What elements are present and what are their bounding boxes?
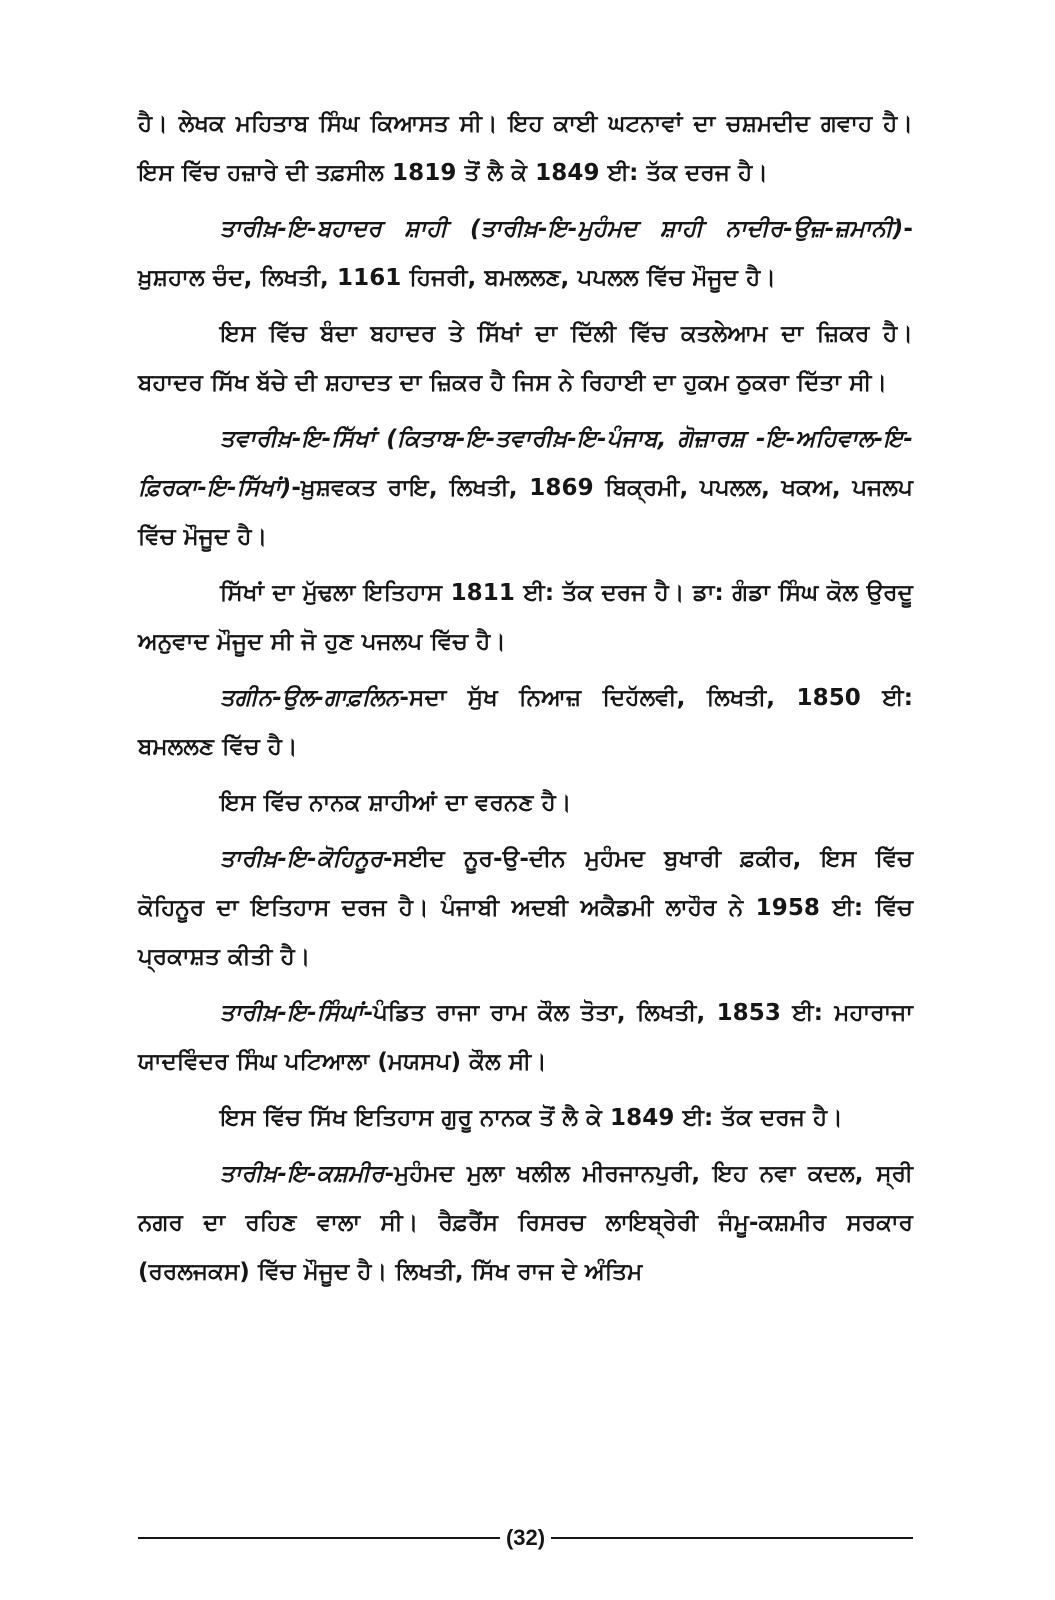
paragraph-8-text: -ਸਈਦ ਨੂਰ-ਉ-ਦੀਨ ਮੁਹੰਮਦ ਬੁਖਾਰੀ ਫ਼ਕੀਰ, ਇਸ ਵਿੱਚ ਕੋਹਿਨੂਰ ਦਾ ਇਤਿਹਾਸ ਦਰਜ ਹੈ। ਪੰਜਾਬੀ ਅਦਬੀ ਅਕੈਡਮੀ ਲਾਹੌਰ ਨੇ 1958 ਈ: ਵਿੱਚ ਪ੍ਰਕਾਸ਼ਤ ਕੀਤੀ ਹੈ। [138,846,913,970]
paragraph-1 [138,100,913,198]
paragraph-4-title: ਤਵਾਰੀਖ਼-ਇ-ਸਿੱਖਾਂ (ਕਿਤਾਬ-ਇ-ਤਵਾਰੀਖ਼-ਇ-ਪੰਜਾਬ, ਗੋਜ਼ਾਰਸ਼ -ਇ-ਅਹਿਵਾਲ-ਇ-ਫ਼ਿਰਕਾ-ਇ-ਸਿੱਖਾਂ) [138,426,913,501]
body-text [138,100,913,1297]
paragraph-9-text: -ਪੰਡਿਤ ਰਾਜਾ ਰਾਮ ਕੌਲ ਤੋਤਾ, ਲਿਖਤੀ, 1853 ਈ: ਮਹਾਰਾਜਾ ਯਾਦਵਿੰਦਰ ਸਿੰਘ ਪਟਿਆਲਾ (ਮਯਸਪ) ਕੌਲ ਸੀ। [138,1000,913,1075]
paragraph-2-title: ਤਾਰੀਖ਼-ਇ-ਬਹਾਦਰ ਸ਼ਾਹੀ (ਤਾਰੀਖ਼-ਇ-ਮੁਹੰਮਦ ਸ਼ਾਹੀ ਨਾਦੀਰ-ਉਜ਼-ਜ਼ਮਾਨੀ) [220,216,904,242]
paragraph-6-text: -ਸਦਾ ਸੁੱਖ ਨਿਆਜ਼ ਦਿਹੱਲਵੀ, ਲਿਖਤੀ, 1850 ਈ: ਬਮਲਲਣ ਵਿੱਚ ਹੈ। [138,685,913,760]
paragraph-11 [138,1150,913,1297]
paragraph-10-text: ਇਸ ਵਿੱਚ ਸਿੱਖ ਇਤਿਹਾਸ ਗੁਰੂ ਨਾਨਕ ਤੋਂ ਲੈ ਕੇ 1849 ਈ: ਤੱਕ ਦਰਜ ਹੈ। [220,1105,843,1131]
paragraph-4-text: -ਖ਼ੁਸ਼ਵਕਤ ਰਾਇ, ਲਿਖਤੀ, 1869 ਬਿਕ੍ਰਮੀ, ਪਪਲਲ, ਖਕਅ, ਪਜਲਪ ਵਿੱਚ ਮੌਜੂਦ ਹੈ। [138,475,913,550]
paragraph-3-text: ਇਸ ਵਿੱਚ ਬੰਦਾ ਬਹਾਦਰ ਤੇ ਸਿੱਖਾਂ ਦਾ ਦਿੱਲੀ ਵਿੱਚ ਕਤਲੇਆਮ ਦਾ ਜ਼ਿਕਰ ਹੈ। ਬਹਾਦਰ ਸਿੱਖ ਬੱਚੇ ਦੀ ਸ਼ਹਾਦਤ ਦਾ ਜ਼ਿਕਰ ਹੈ ਜਿਸ ਨੇ ਰਿਹਾਈ ਦਾ ਹੁਕਮ ਠੁਕਰਾ ਦਿੱਤਾ ਸੀ। [138,321,913,396]
paragraph-9 [138,989,913,1087]
paragraph-10 [138,1094,913,1143]
paragraph-11-title: ਤਾਰੀਖ਼-ਇ-ਕਸ਼ਮੀਰ [220,1161,385,1187]
paragraph-2-text: -ਖ਼ੁਸ਼ਹਾਲ ਚੰਦ, ਲਿਖਤੀ, 1161 ਹਿਜਰੀ, ਬਮਲਲਣ, ਪਪਲਲ ਵਿੱਚ ਮੌਜੂਦ ਹੈ। [138,216,913,291]
paragraph-7-text: ਇਸ ਵਿੱਚ ਨਾਨਕ ਸ਼ਾਹੀਆਂ ਦਾ ਵਰਨਣ ਹੈ। [220,790,572,816]
paragraph-9-title: ਤਾਰੀਖ਼-ਇ-ਸਿੰਘਾਂ [220,1000,364,1026]
paragraph-8-title: ਤਾਰੀਖ਼-ਇ-ਕੋਹਿਨੂਰ [220,846,384,872]
paragraph-5 [138,569,913,667]
page-number: (32) [505,1525,546,1550]
footer-rule-right [551,1537,913,1539]
paragraph-7 [138,779,913,828]
page-footer [138,1518,913,1558]
paragraph-6-title: ਤਗੀਨ-ਉਲ-ਗਾਫ਼ਲਿਨ [220,685,400,711]
paragraph-3 [138,310,913,408]
paragraph-2 [138,205,913,303]
paragraph-4 [138,415,913,562]
paragraph-5-text: ਸਿੱਖਾਂ ਦਾ ਮੁੱਢਲਾ ਇਤਿਹਾਸ 1811 ਈ: ਤੱਕ ਦਰਜ ਹੈ। ਡਾ: ਗੰਡਾ ਸਿੰਘ ਕੋਲ ਉਰਦੂ ਅਨੁਵਾਦ ਮੌਜੂਦ ਸੀ ਜੋ ਹੁਣ ਪਜਲਪ ਵਿੱਚ ਹੈ। [138,580,913,655]
footer-rule-left [138,1537,500,1539]
paragraph-11-text: -ਮੁਹੰਮਦ ਮੁਲਾ ਖਲੀਲ ਮੀਰਜਾਨਪੁਰੀ, ਇਹ ਨਵਾ ਕਦਲ, ਸ੍ਰੀ ਨਗਰ ਦਾ ਰਹਿਣ ਵਾਲਾ ਸੀ। ਰੈਫ਼ਰੈਂਸ ਰਿਸਰਚ ਲਾਇਬ੍ਰੇਰੀ ਜੰਮੂ-ਕਸ਼ਮੀਰ ਸਰਕਾਰ (ਰਰਲਜਕਸ) ਵਿੱਚ ਮੌਜੂਦ ਹੈ। ਲਿਖਤੀ, ਸਿੱਖ ਰਾਜ ਦੇ ਅੰਤਿਮ [138,1161,913,1285]
paragraph-6 [138,674,913,772]
paragraph-8 [138,835,913,982]
paragraph-1-text: ਹੈ। ਲੇਖਕ ਮਹਿਤਾਬ ਸਿੰਘ ਕਿਆਸਤ ਸੀ। ਇਹ ਕਾਈ ਘਟਨਾਵਾਂ ਦਾ ਚਸ਼ਮਦੀਦ ਗਵਾਹ ਹੈ। ਇਸ ਵਿੱਚ ਹਜ਼ਾਰੇ ਦੀ ਤਫ਼ਸੀਲ 1819 ਤੋਂ ਲੈ ਕੇ 1849 ਈ: ਤੱਕ ਦਰਜ ਹੈ। [138,111,913,186]
